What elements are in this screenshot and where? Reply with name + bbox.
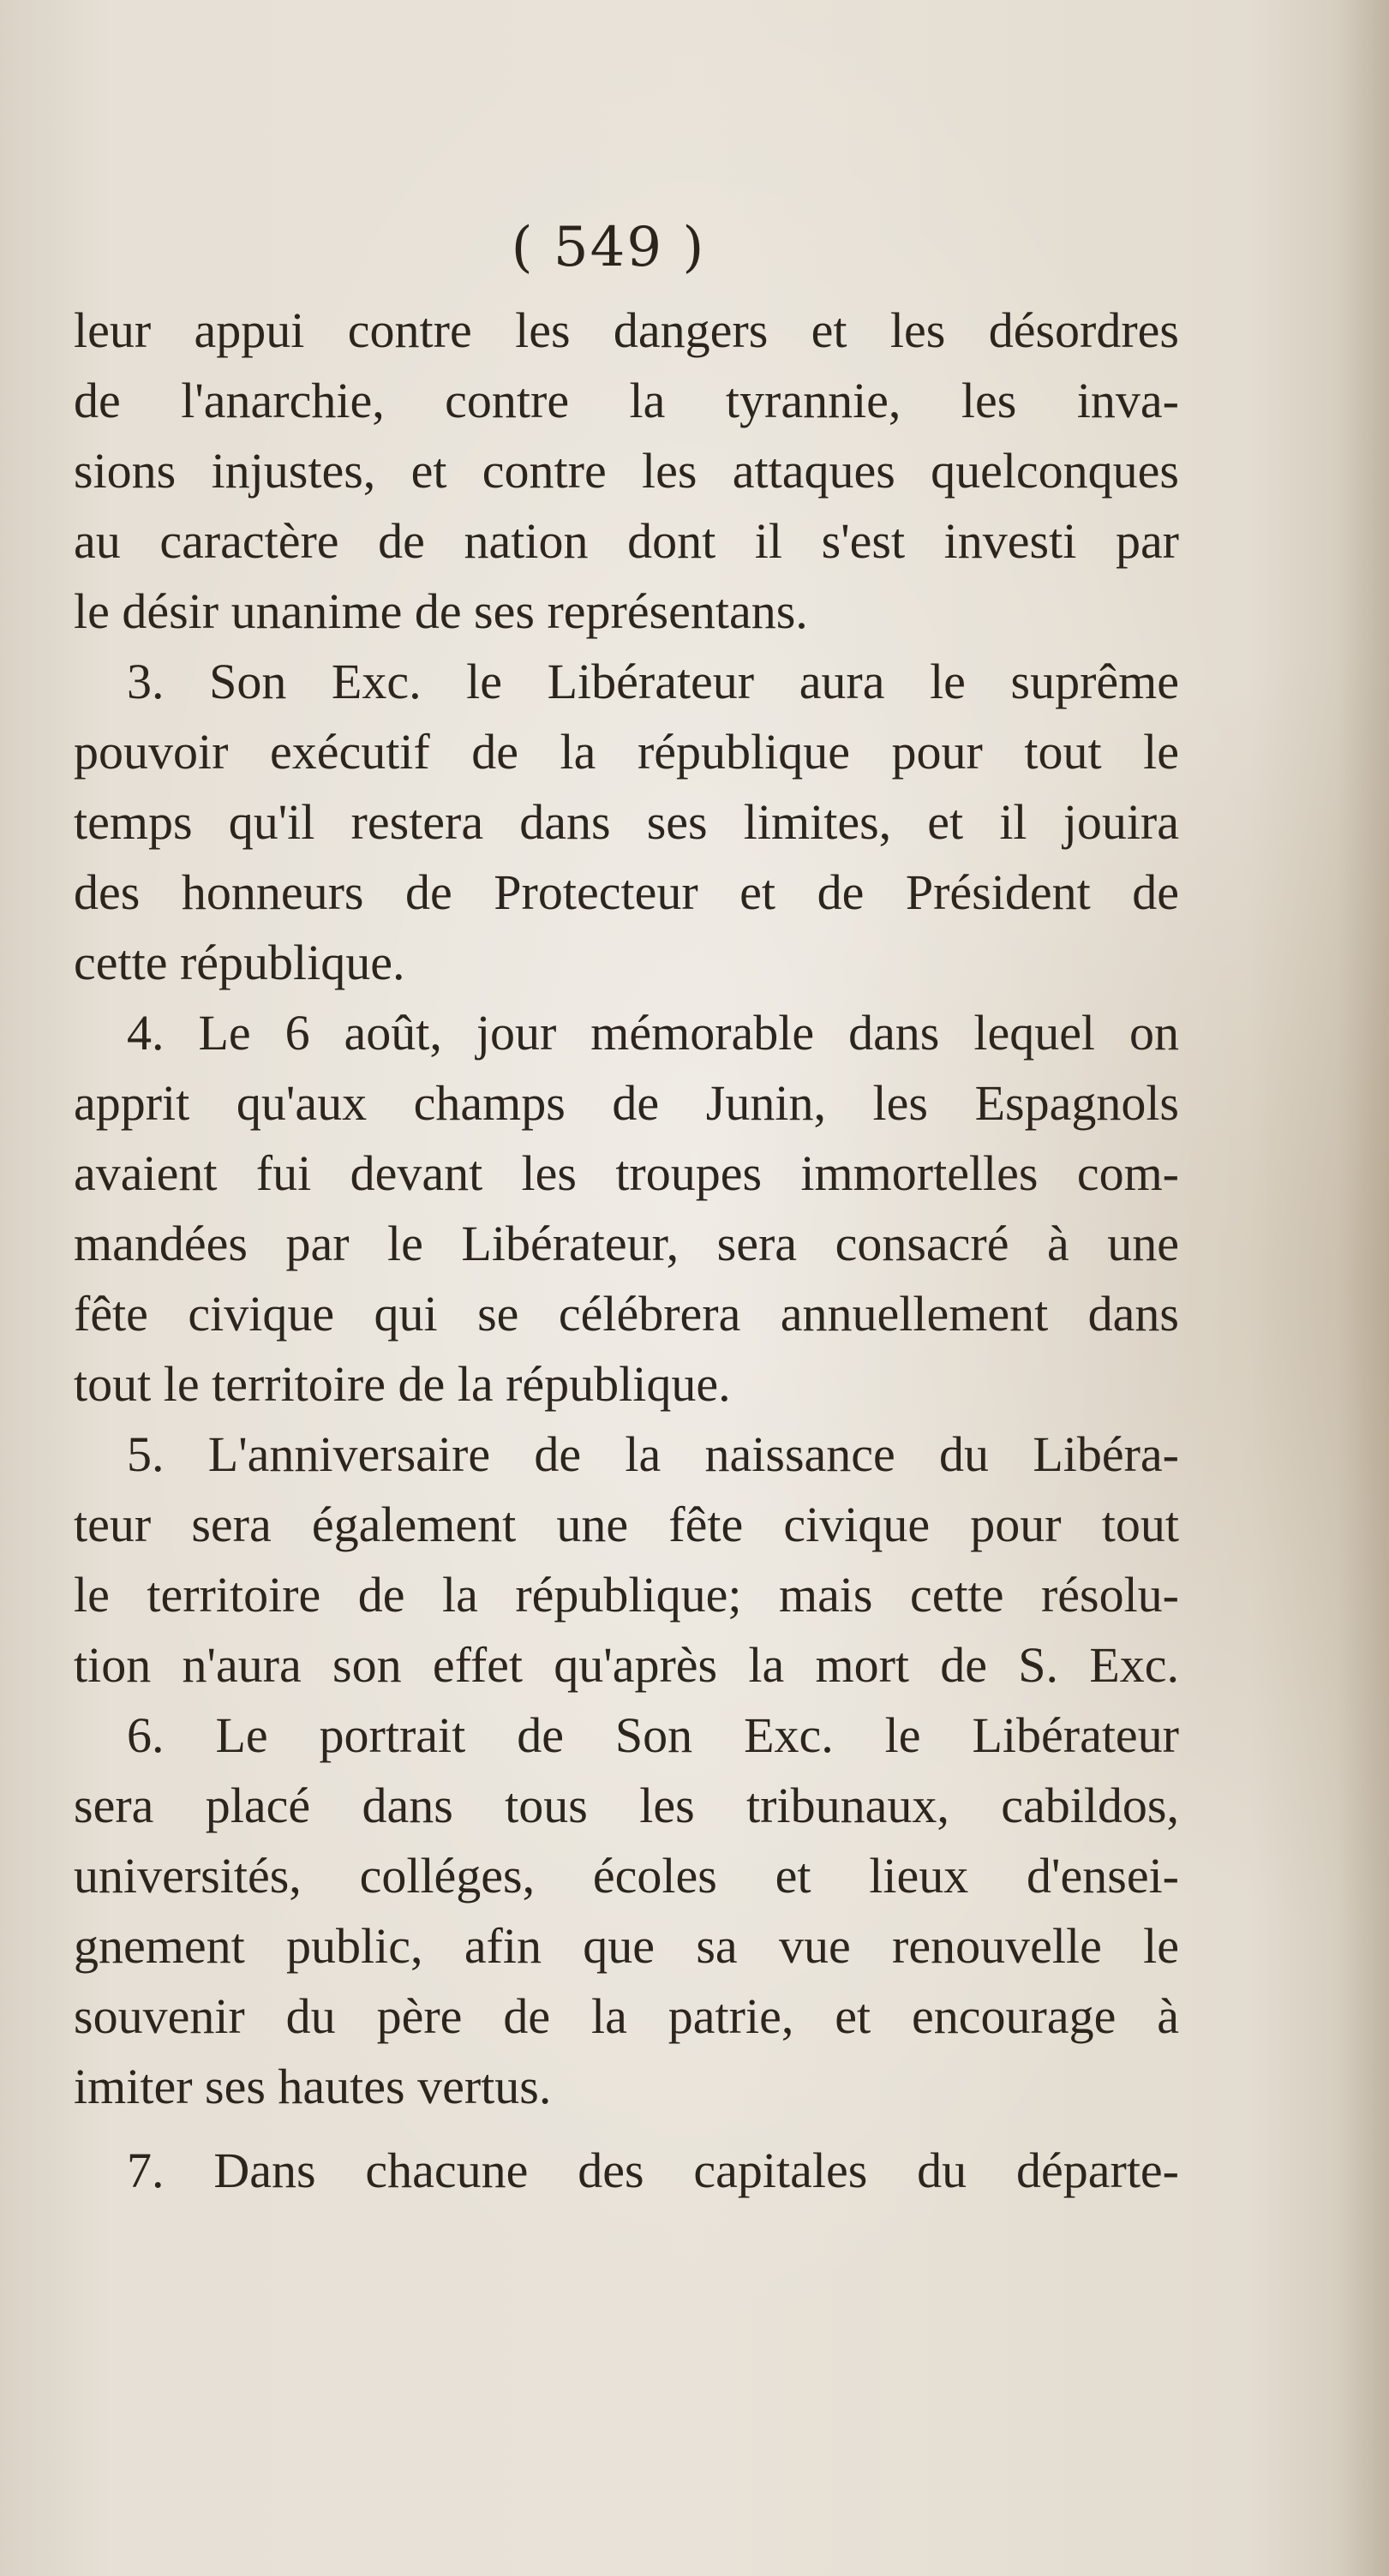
text-line: pouvoir exécutif de la république pour tout le bbox=[74, 724, 1179, 780]
spacer bbox=[74, 2122, 1179, 2136]
article-4-line: 4. Le 6 août, jour mémorable dans lequel on bbox=[127, 1005, 1179, 1061]
text-line: le désir unanime de ses représentans. bbox=[74, 583, 808, 639]
text-line: sera placé dans tous les tribunaux, cabildos, bbox=[74, 1778, 1179, 1833]
article-5-line: 5. L'anniversaire de la naissance du Libéra- bbox=[127, 1426, 1179, 1482]
text-line: apprit qu'aux champs de Junin, les Espagnols bbox=[74, 1075, 1179, 1131]
text-line: des honneurs de Protecteur et de Président de bbox=[74, 864, 1179, 920]
text-line: temps qu'il restera dans ses limites, et il jouira bbox=[74, 794, 1179, 850]
text-line: souvenir du père de la patrie, et encourage à bbox=[74, 1988, 1179, 2044]
page-number: ( 549 ) bbox=[511, 216, 706, 279]
text-line: teur sera également une fête civique pour tout bbox=[74, 1497, 1179, 1552]
text-line: au caractère de nation dont il s'est investi par bbox=[74, 513, 1179, 569]
text-line: imiter ses hautes vertus. bbox=[74, 2059, 552, 2114]
text-line: sions injustes, et contre les attaques quelconques bbox=[74, 443, 1179, 499]
text-line: leur appui contre les dangers et les désordres bbox=[74, 302, 1179, 358]
text-line: le territoire de la république; mais cette résolu- bbox=[74, 1567, 1179, 1623]
text-line: fête civique qui se célébrera annuellement dans bbox=[74, 1286, 1179, 1342]
text-line: mandées par le Libérateur, sera consacré à une bbox=[74, 1216, 1179, 1271]
text-line: universités, colléges, écoles et lieux d'ensei- bbox=[74, 1848, 1179, 1904]
article-6-line: 6. Le portrait de Son Exc. le Libérateur bbox=[127, 1707, 1179, 1763]
text-line: de l'anarchie, contre la tyrannie, les inva- bbox=[74, 373, 1179, 428]
text-line: avaient fui devant les troupes immortelles com- bbox=[74, 1145, 1179, 1201]
article-7-line: 7. Dans chacune des capitales du départe- bbox=[127, 2143, 1179, 2198]
text-line: cette république. bbox=[74, 935, 405, 990]
body-text bbox=[74, 296, 1179, 2206]
text-line: gnement public, afin que sa vue renouvelle le bbox=[74, 1918, 1179, 1974]
page-edge-shading bbox=[1338, 0, 1389, 2576]
text-line: tion n'aura son effet qu'après la mort de S. Exc. bbox=[74, 1637, 1179, 1693]
article-3-line: 3. Son Exc. le Libérateur aura le suprême bbox=[127, 654, 1179, 709]
text-line: tout le territoire de la république. bbox=[74, 1356, 731, 1412]
